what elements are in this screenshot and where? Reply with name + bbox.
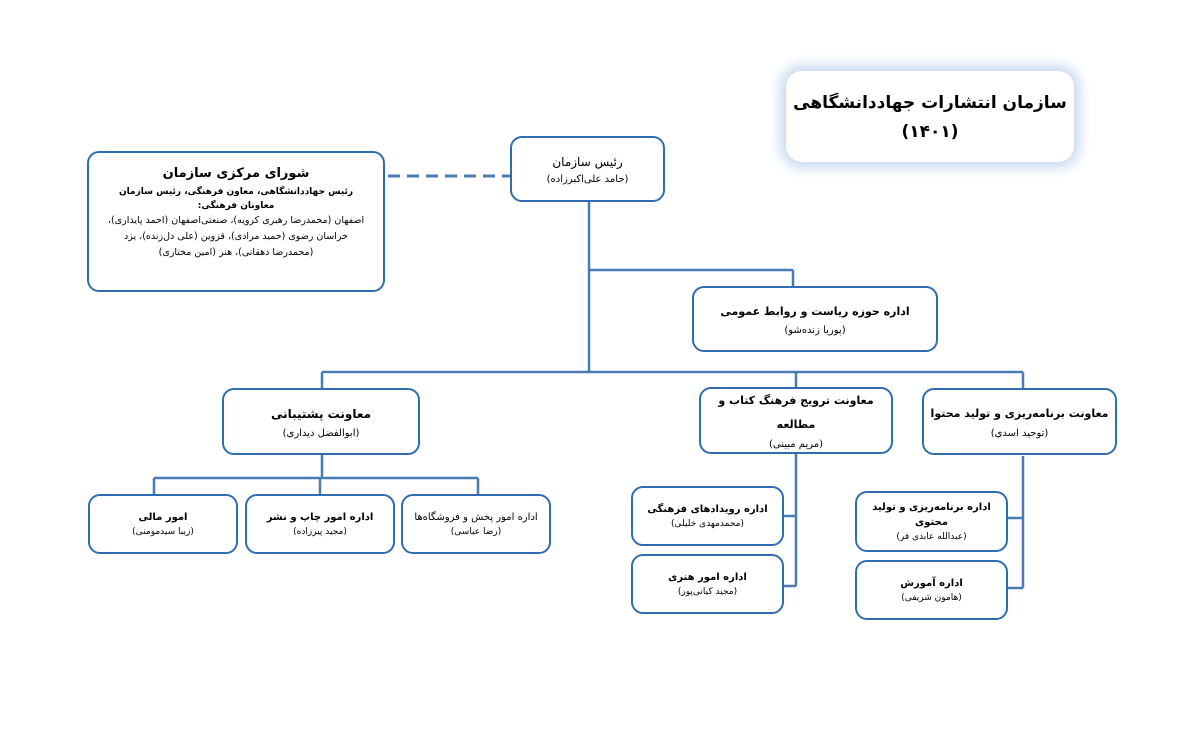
planning-unit-box <box>855 491 1008 552</box>
promotion-deputy-title: معاونت ترویج فرهنگ کتاب و مطالعه <box>718 394 874 431</box>
council-subtitle: رئیس جهاددانشگاهی، معاون فرهنگی، رئیس سازمان <box>118 187 354 197</box>
office-name: (پوریا زنده‌شو) <box>784 324 846 336</box>
chart-title-box <box>786 71 1074 162</box>
council-members-line1: اصفهان (محمدرضا رهبری کرویه)، صنعتی‌اصفهان (احمد پایداری)، <box>107 215 365 226</box>
support-deputy-title: معاونت پشتیبانی <box>270 407 372 421</box>
head-name: (حامد علی‌اکبرزاده) <box>546 173 629 185</box>
training-unit-box <box>855 560 1008 620</box>
art-unit-title: اداره امور هنری <box>668 571 747 583</box>
training-unit-title: اداره آموزش <box>900 577 963 589</box>
head-title: رئیس سازمان <box>552 154 623 169</box>
distribution-unit-title: اداره امور پخش و فروشگاه‌ها <box>414 511 538 523</box>
support-deputy-box <box>222 388 420 455</box>
finance-unit-title: امور مالی <box>138 511 188 523</box>
promotion-deputy-box <box>699 387 893 454</box>
planning-unit-title: اداره برنامه‌ریزی و تولید محتوی <box>872 501 991 528</box>
finance-unit-name: (زیبا سیدمومنی) <box>132 526 194 537</box>
promotion-deputy-name: (مریم مبینی) <box>768 439 824 450</box>
council-title: شورای مرکزی سازمان <box>162 166 310 181</box>
events-unit-title: اداره رویدادهای فرهنگی <box>647 503 768 515</box>
events-unit-name: (محمدمهدی خلیلی) <box>671 518 744 529</box>
events-unit-box <box>631 486 784 546</box>
planning-unit-name: (عبدالله عابدی فر) <box>896 531 967 542</box>
print-unit-name: (مجید پیرزاده) <box>293 526 347 537</box>
council-heading: معاونان فرهنگی: <box>197 201 275 211</box>
distribution-unit-name: (رضا عباسی) <box>450 526 502 537</box>
training-unit-name: (هامون شریفی) <box>901 592 962 603</box>
office-title: اداره حوزه ریاست و روابط عمومی <box>720 304 910 318</box>
content-deputy-name: (توحید اسدی) <box>990 428 1049 439</box>
finance-unit-box <box>88 494 238 554</box>
central-council-box <box>87 151 385 292</box>
print-unit-title: اداره امور چاپ و نشر <box>266 511 374 523</box>
art-unit-name: (مجید کیانی‌پور) <box>677 586 738 597</box>
content-deputy-box <box>922 388 1117 455</box>
distribution-unit-box <box>401 494 551 554</box>
chart-year: (۱۴۰۱) <box>901 121 959 142</box>
head-box <box>510 136 665 202</box>
council-members-line3: (محمدرضا دهقانی)، هنر (امین مختاری) <box>158 247 314 258</box>
council-members-line2: خراسان رضوی (حمید مرادی)، قزوین (علی دل‌زنده)، یزد <box>124 231 348 242</box>
support-deputy-name: (ابوالفضل دیداری) <box>282 428 360 439</box>
content-deputy-title: معاونت برنامه‌ریزی و تولید محتوا <box>930 407 1109 420</box>
art-unit-box <box>631 554 784 614</box>
public-relations-office-box <box>692 286 938 352</box>
chart-title: سازمان انتشارات جهاددانشگاهی <box>793 92 1067 113</box>
print-unit-box <box>245 494 395 554</box>
